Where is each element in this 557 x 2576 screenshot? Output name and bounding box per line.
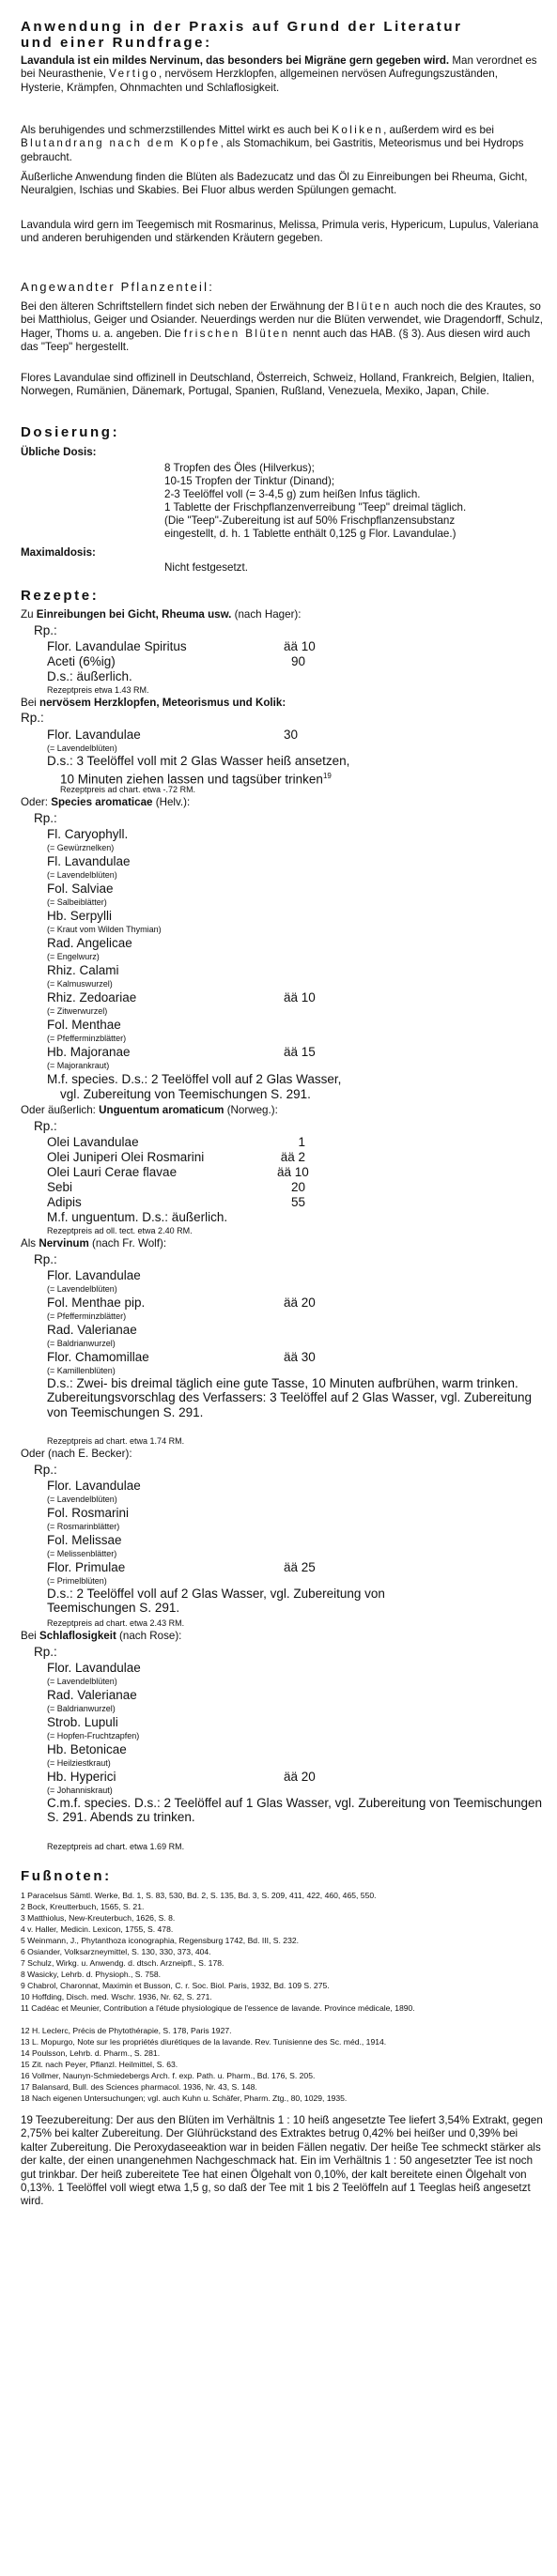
recipe-4-item: Sebi [47, 1180, 73, 1194]
recipe-5-directions: D.s.: Zwei- bis dreimal täglich eine gute Tasse, 10 Minuten aufbrühen, warm trinken. Zubereitungsvorschlag des Verfassers: 3 Teelöffel auf 2 Glas Wasser, vgl. Zubereitung von Teemischungen S. 291. [47, 1376, 533, 1419]
recipe-5-item: Flor. Lavandulae [47, 1268, 141, 1282]
text-run: Oder äußerlich: [21, 1104, 100, 1116]
footnote: 1 Paracelsus Sämtl. Werke, Bd. 1, S. 83, 530, Bd. 2, S. 135, Bd. 3, S. 209, 411, 422, 460, 465, 550. [21, 1891, 377, 1900]
recipe-5-qty: ää 20 [284, 1296, 316, 1310]
recipe-7-item: Flor. Lavandulae [47, 1661, 141, 1675]
usual-dose-line: (Die "Teep"-Zubereitung ist auf 50% Frischpflanzensubstanz [164, 514, 456, 527]
recipe-1-item: Aceti (6%ig) [47, 654, 116, 668]
footnote: 12 H. Leclerc, Précis de Phytothérapie, S. 178, Paris 1927. [21, 2026, 232, 2035]
text-run: (Norweg.): [224, 1104, 278, 1116]
footnote: 13 L. Mopurgo, Note sur les propriétés diurétiques de la lavande. Rev. Tunisienne des Sc. méd., 1914. [21, 2037, 387, 2047]
recipe-5-item-note: (= Pfefferminzblätter) [47, 1311, 127, 1321]
section-title-dosierung: Dosierung: [21, 424, 120, 440]
recipe-3-item-note: (= Engelwurz) [47, 952, 100, 961]
recipe-3-item-note: (= Lavendelblüten) [47, 870, 117, 880]
recipe-indication: Einreibungen bei Gicht, Rheuma usw. [36, 608, 232, 621]
text-run: Oder: [21, 796, 52, 808]
praxis-paragraph-4: Lavandula wird gern im Teegemisch mit Rosmarinus, Melissa, Primula veris, Hypericum, Lupulus, Valeriana und anderen beruhigenden und stärkenden Kräutern gegeben. [21, 219, 539, 245]
recipe-3-item: Fol. Salviae [47, 882, 114, 896]
recipe-3-directions-line: M.f. species. D.s.: 2 Teelöffel voll auf 2 Glas Wasser, [47, 1072, 342, 1086]
text-run: nennt auch das HAB. (§ 3). Aus diesen wird auch das "Teep" hergestellt. [21, 327, 531, 354]
section-title-pflanzenteil: Angewandter Pflanzenteil: [21, 280, 215, 294]
text-run: , als Stomachikum, bei Gastritis, Meteorismus und bei Hydrops gebraucht. [21, 137, 524, 163]
recipe-7-item: Strob. Lupuli [47, 1715, 118, 1729]
recipe-7-item-note: (= Baldrianwurzel) [47, 1704, 116, 1713]
recipe-5-item-note: (= Baldrianwurzel) [47, 1339, 116, 1348]
recipe-4-qty: 20 [290, 1180, 305, 1194]
text-run: Bei [21, 697, 39, 709]
recipe-5-qty: ää 30 [284, 1350, 316, 1364]
section-title-praxis [21, 19, 547, 51]
footnote: 11 Cadéac et Meunier, Contribution a l'étude physiologique de l'essence de lavande. Province médicale, 1890. [21, 2003, 415, 2013]
text-run: (Helv.): [152, 796, 191, 808]
recipe-7-item-note: (= Johanniskraut) [47, 1786, 113, 1795]
text-run: Bei [21, 1630, 39, 1642]
recipe-4-item: Olei Lavandulae [47, 1135, 139, 1149]
recipe-6-rp: Rp.: [34, 1463, 57, 1477]
text-run: Als beruhigendes und schmerzstillendes Mittel wirkt es auch bei [21, 124, 333, 136]
footnote: 14 Poulsson, Lehrb. d. Pharm., S. 281. [21, 2048, 161, 2058]
recipe-5-rp: Rp.: [34, 1252, 57, 1266]
recipe-3-item: Fl. Caryophyll. [47, 827, 129, 841]
footnote: 15 Zit. nach Peyer, Pflanzl. Heilmittel, S. 63. [21, 2060, 178, 2069]
footnote: 9 Chabrol, Charonnat, Maximin et Busson, C. r. Soc. Biol. Paris, 1932, Bd. 109 S. 275. [21, 1981, 330, 1990]
max-dose-value: Nicht festgesetzt. [164, 561, 248, 574]
text-run: auch noch die des Krautes, so bei Matthiolus, Geiger und Osiander. Neuerdings werden nur die Blüten verwendet, wie Dragendorff, Schulz, Hager, Thoms u. a. angeben. Die [21, 300, 543, 340]
footnote: 2 Bock, Kreutterbuch, 1565, S. 21. [21, 1902, 145, 1911]
footnote: 17 Balansard, Bull. des Sciences pharmacol. 1936, Nr. 43, S. 148. [21, 2082, 257, 2092]
recipe-5-heading [21, 1237, 166, 1250]
recipe-7-qty: ää 20 [284, 1770, 316, 1784]
pflanzenteil-paragraph-2: Flores Lavandulae sind offizinell in Deutschland, Österreich, Schweiz, Holland, Frankreich, Belgien, Italien, Norwegen, Rumänien, Dänemark, Portugal, Spanien, Rußland, Venezuela, Mexiko, Japan, Chile. [21, 372, 534, 398]
footnote: 5 Weinmann, J., Phytanthoza iconographia, Regensburg 1742, Bd. III, S. 232. [21, 1936, 300, 1945]
usual-dose-line: 1 Tablette der Frischpflanzenverreibung "Teep" dreimal täglich. [164, 501, 467, 514]
recipe-7-item: Rad. Valerianae [47, 1688, 137, 1702]
recipe-1-item: Flor. Lavandulae Spiritus [47, 639, 187, 653]
recipe-3-item-note: (= Salbeiblätter) [47, 897, 107, 907]
section-title-praxis-line1: Anwendung in der Praxis auf Grund der Literatur [21, 19, 463, 35]
recipe-3-item-note: (= Gewürznelken) [47, 843, 115, 852]
text-run: , nervösem Herzklopfen, allgemeinen nervösen Aufregungszuständen, Hysterie, Krämpfen, Ohnmachten und Schlaflosigkeit. [21, 68, 498, 94]
recipe-3-item-note: (= Zitwerwurzel) [47, 1006, 108, 1016]
recipe-3-item: Rhiz. Calami [47, 963, 119, 977]
recipe-3-rp: Rp.: [34, 811, 57, 825]
text-run: 10 Minuten ziehen lassen und tagsüber trinken [60, 772, 323, 787]
recipe-5-item: Fol. Menthae pip. [47, 1296, 146, 1310]
recipe-3-item: Fl. Lavandulae [47, 854, 131, 868]
recipe-6-item-note: (= Lavendelblüten) [47, 1495, 117, 1504]
recipe-3-qty: ää 15 [284, 1045, 316, 1059]
recipe-6-item-note: (= Primelblüten) [47, 1576, 107, 1586]
recipe-6-directions: D.s.: 2 Teelöffel voll auf 2 Glas Wasser, vgl. Zubereitung von Teemischungen S. 291. [47, 1587, 385, 1616]
recipe-7-rp: Rp.: [34, 1645, 57, 1659]
section-title-fussnoten: Fußnoten: [21, 1868, 112, 1884]
text-run: Bei den älteren Schriftstellern findet sich neben der Erwähnung der [21, 300, 348, 313]
spaced-term: Koliken [332, 124, 384, 136]
max-dose-label: Maximaldosis: [21, 546, 96, 559]
recipe-1-rp: Rp.: [34, 623, 57, 637]
recipe-6-price: Rezeptpreis ad chart. etwa 2.43 RM. [47, 1618, 185, 1628]
section-title-praxis-line2: und einer Rundfrage: [21, 35, 212, 51]
recipe-1-directions: D.s.: äußerlich. [47, 669, 132, 683]
recipe-5-price: Rezeptpreis ad chart. etwa 1.74 RM. [47, 1436, 185, 1446]
spaced-term: frischen Blüten [183, 327, 290, 340]
recipe-2-item: Flor. Lavandulae [47, 728, 141, 742]
recipe-6-heading: Oder (nach E. Becker): [21, 1448, 132, 1460]
footnote: 3 Matthiolus, New-Kreuterbuch, 1626, S. 8. [21, 1913, 176, 1923]
recipe-3-heading [21, 796, 190, 809]
recipe-2-price: Rezeptpreis ad chart. etwa -.72 RM. [60, 785, 196, 794]
recipe-2-item-note: (= Lavendelblüten) [47, 744, 117, 753]
recipe-5-item: Rad. Valerianae [47, 1323, 137, 1337]
recipe-indication: nervösem Herzklopfen, Meteorismus und Kolik: [39, 697, 286, 709]
recipe-3-item: Rad. Angelicae [47, 936, 132, 950]
usual-dose-values [164, 462, 540, 541]
footnote-19-teezubereitung: 19 Teezubereitung: Der aus den Blüten im Verhältnis 1 : 10 heiß angesetzte Tee liefert 3,54% Extrakt, gegen 2,75% bei kalter Zubereitung. Der Glührückstand des Extraktes betrug 0,42% bei heißer und 0,39% bei kalter Zubereitung. Die Peroxydaseeaktion war in beiden Fällen negativ. Der heiße Tee schmeckt stärker als der kalte, der einen unangenehmen Nachgeschmack hat. Ein im Verhältnis 1 : 50 angesetzter Tee ist noch gut trinkbar. Der heiß zubereitete Tee hat einen Ölgehalt von 0,10%, der kalt bereitete einen Ölgehalt von 0,13%. 1 Teelöffel voll wiegt etwa 1,5 g, so daß der Tee mit 1 bis 2 Teelöffeln auf 1 Teeglas heiß angesetzt wird. [21, 2114, 543, 2208]
footnote: 16 Vollmer, Naunyn-Schmiedebergs Arch. f. exp. Path. u. Pharm., Bd. 176, S. 205. [21, 2071, 316, 2080]
recipe-3-item: Hb. Majoranae [47, 1045, 131, 1059]
recipe-4-qty: 1 [298, 1135, 305, 1149]
recipe-6-item: Flor. Primulae [47, 1560, 126, 1574]
recipe-7-directions: C.m.f. species. D.s.: 2 Teelöffel auf 1 Glas Wasser, vgl. Zubereitung von Teemischungen S. 291. Abends zu trinken. [47, 1796, 543, 1825]
recipe-6-qty: ää 25 [284, 1560, 316, 1574]
recipe-7-item: Hb. Hyperici [47, 1770, 116, 1784]
recipe-3-item: Hb. Serpylli [47, 909, 113, 923]
recipe-indication: Nervinum [39, 1237, 89, 1250]
recipe-1-price: Rezeptpreis etwa 1.43 RM. [47, 685, 149, 695]
praxis-paragraph-3: Äußerliche Anwendung finden die Blüten als Badezucatz und das Öl zu Einreibungen bei Rheuma, Gicht, Neuralgien, Ischias und Skabies. Bei Fluor albus werden Spülungen gemacht. [21, 171, 528, 197]
praxis-emphasis: Lavandula ist ein mildes Nervinum, das besonders bei Migräne gern gegeben wird. [21, 54, 450, 67]
recipe-3-item-note: (= Kalmuswurzel) [47, 979, 113, 989]
recipe-6-item-note: (= Melissenblätter) [47, 1549, 117, 1558]
recipe-5-item-note: (= Lavendelblüten) [47, 1284, 117, 1294]
text-run: Zu [21, 608, 37, 621]
recipe-6-item: Fol. Melissae [47, 1533, 122, 1547]
recipe-7-price: Rezeptpreis ad chart. etwa 1.69 RM. [47, 1842, 185, 1851]
recipe-6-item-note: (= Rosmarinblätter) [47, 1522, 120, 1531]
usual-dose-label: Übliche Dosis: [21, 446, 97, 458]
footnote: 7 Schulz, Wirkg. u. Anwendg. d. dtsch. Arzneipfl., S. 178. [21, 1958, 224, 1968]
recipe-2-directions-line [60, 769, 332, 787]
recipe-3-item-note: (= Pfefferminzblätter) [47, 1034, 127, 1043]
recipe-3-item-note: (= Majorankraut) [47, 1061, 110, 1070]
recipe-4-directions: M.f. unguentum. D.s.: äußerlich. [47, 1210, 228, 1224]
section-title-rezepte: Rezepte: [21, 588, 100, 604]
recipe-1-qty: 90 [290, 654, 305, 668]
usual-dose-line: eingestellt, d. h. 1 Tablette enthält 0,125 g Flor. Lavandulae.) [164, 528, 456, 540]
footnote-ref-19[interactable]: 19 [322, 772, 332, 780]
recipe-7-heading [21, 1630, 181, 1643]
praxis-paragraph-2 [21, 124, 543, 164]
recipe-4-item: Olei Lauri Cerae flavae [47, 1165, 178, 1179]
recipe-4-item: Olei Juniperi Olei Rosmarini [47, 1150, 205, 1164]
text-run: (nach Fr. Wolf): [88, 1237, 167, 1250]
recipe-4-item: Adipis [47, 1195, 82, 1209]
spaced-term: Blüten [347, 300, 392, 313]
spaced-term: Blutandrang nach dem Kopfe [21, 137, 221, 150]
text-run: Als [21, 1237, 39, 1250]
recipe-3-item: Rhiz. Zedoariae [47, 990, 137, 1004]
footnote: 6 Osiander, Volksarzneymittel, S. 130, 330, 373, 404. [21, 1947, 211, 1956]
usual-dose-line: 2-3 Teelöffel voll (= 3-4,5 g) zum heißen Infus täglich. [164, 488, 421, 500]
recipe-6-item: Flor. Lavandulae [47, 1479, 141, 1493]
footnote: 18 Nach eigenen Untersuchungen; vgl. auch Kuhn u. Schäfer, Pharm. Ztg., 80, 1029, 1935. [21, 2093, 348, 2103]
recipe-4-heading [21, 1104, 278, 1117]
recipe-2-directions-line: D.s.: 3 Teelöffel voll mit 2 Glas Wasser heiß ansetzen, [47, 754, 350, 768]
recipe-indication: Schlaflosigkeit [39, 1630, 116, 1642]
recipe-4-price: Rezeptpreis ad oll. tect. etwa 2.40 RM. [47, 1226, 193, 1235]
recipe-7-item-note: (= Lavendelblüten) [47, 1677, 117, 1686]
pflanzenteil-paragraph-1 [21, 300, 543, 355]
recipe-4-rp: Rp.: [34, 1119, 57, 1133]
footnote: 10 Hoffding, Disch. med. Wschr. 1936, Nr. 62, S. 271. [21, 1992, 212, 2001]
text-run: (nach Hager): [231, 608, 302, 621]
text-run: (nach Rose): [116, 1630, 182, 1642]
spaced-term: Vertigo [109, 68, 160, 81]
footnote: 8 Wasicky, Lehrb. d. Physioph., S. 758. [21, 1970, 162, 1979]
recipe-2-qty: 30 [284, 728, 299, 742]
recipe-6-item: Fol. Rosmarini [47, 1506, 130, 1520]
recipe-7-item-note: (= Heilziestkraut) [47, 1758, 111, 1768]
recipe-indication: Unguentum aromaticum [99, 1104, 224, 1116]
recipe-3-directions-line: vgl. Zubereitung von Teemischungen S. 291. [60, 1087, 311, 1101]
praxis-paragraph-1 [21, 54, 543, 95]
recipe-4-qty: ää 10 [277, 1165, 309, 1179]
recipe-3-qty: ää 10 [284, 990, 316, 1004]
recipe-5-item: Flor. Chamomillae [47, 1350, 149, 1364]
usual-dose-line: 10-15 Tropfen der Tinktur (Dinand); [164, 475, 335, 487]
recipe-2-heading [21, 697, 286, 710]
recipe-4-qty: 55 [290, 1195, 305, 1209]
text-run: , außerdem wird es bei [383, 124, 494, 136]
recipe-indication: Species aromaticae [51, 796, 153, 808]
recipe-1-qty: ää 10 [284, 639, 316, 653]
recipe-3-item-note: (= Kraut vom Wilden Thymian) [47, 925, 162, 934]
recipe-3-item: Fol. Menthae [47, 1018, 121, 1032]
usual-dose-line: 8 Tropfen des Öles (Hilverkus); [164, 462, 315, 474]
recipe-7-item-note: (= Hopfen-Fruchtzapfen) [47, 1731, 140, 1740]
recipe-5-item-note: (= Kamillenblüten) [47, 1366, 116, 1375]
text-run: Man verordnet es bei Neurasthenie, [21, 54, 537, 81]
recipe-2-rp: Rp.: [21, 711, 44, 725]
footnote: 4 v. Haller, Medicin. Lexicon, 1755, S. 478. [21, 1924, 174, 1934]
recipe-4-qty: ää 2 [280, 1150, 305, 1164]
recipe-1-heading [21, 608, 302, 621]
recipe-7-item: Hb. Betonicae [47, 1742, 127, 1756]
